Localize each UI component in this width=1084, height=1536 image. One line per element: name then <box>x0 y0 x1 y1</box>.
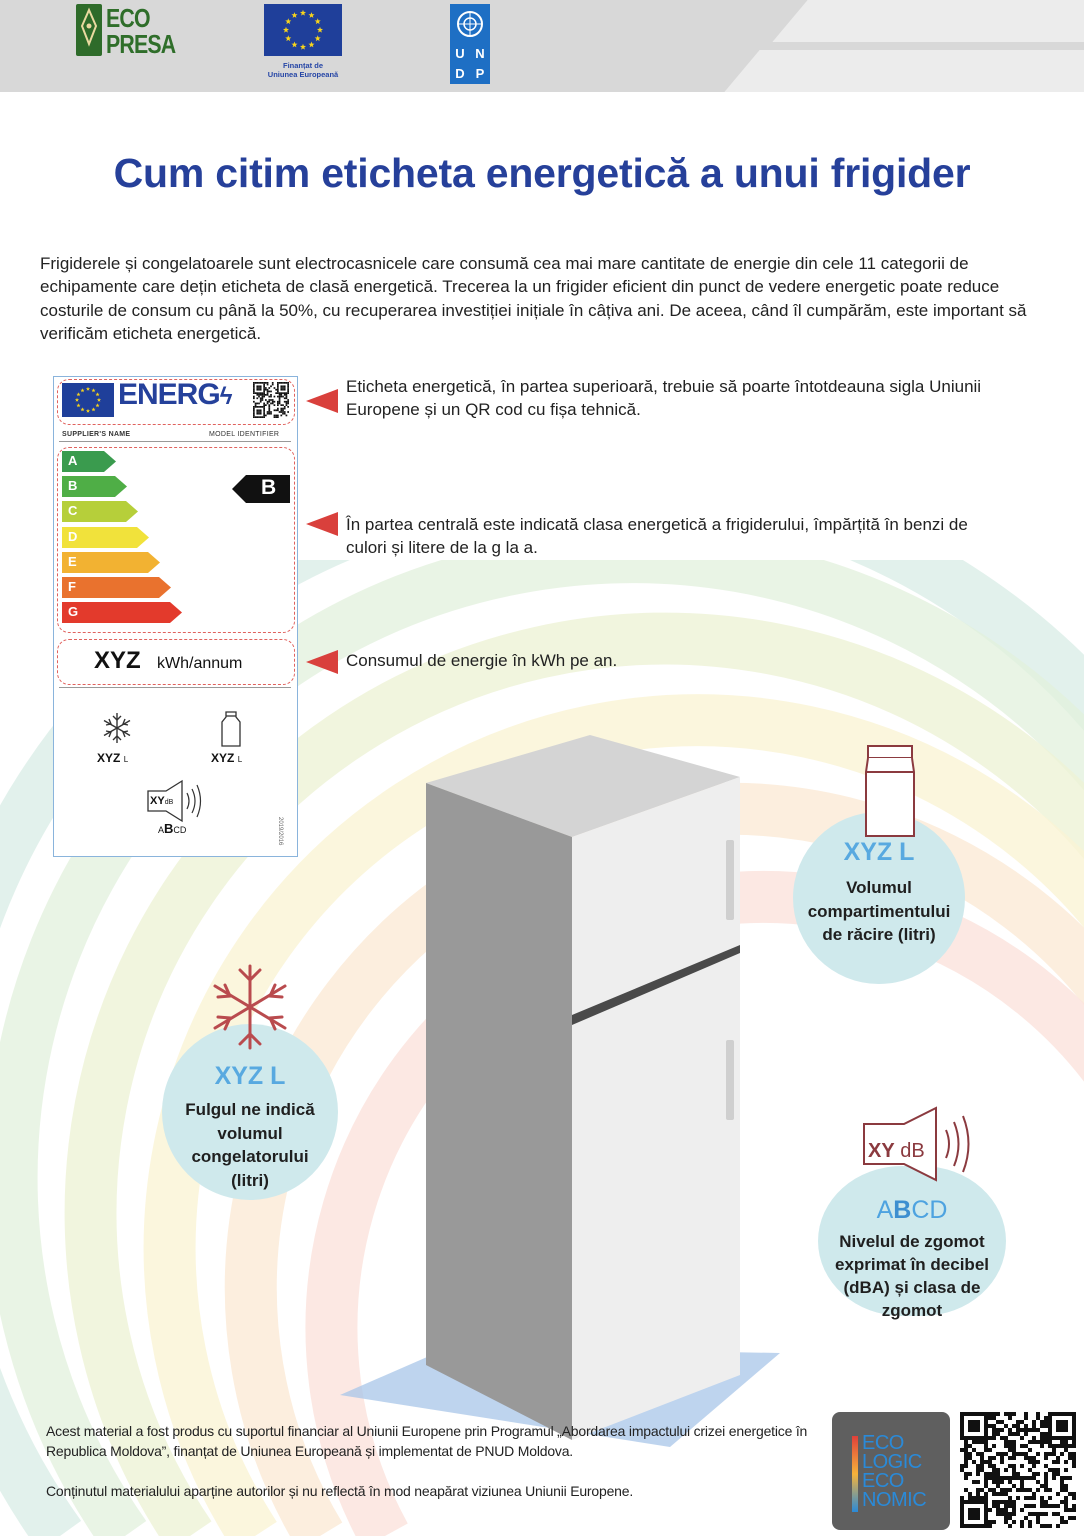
eu-star <box>86 387 90 391</box>
undp-letter: U <box>455 46 465 61</box>
noise-class-letter: A <box>158 825 165 835</box>
energy-band-letter: D <box>68 528 78 544</box>
energy-band-letter: B <box>68 478 78 494</box>
freezer-volume <box>97 751 128 765</box>
noise-class-letter: D <box>179 825 187 835</box>
supplier-name: SUPPLIER'S NAME <box>62 431 131 438</box>
ecologic-line: ECO <box>862 1432 904 1454</box>
model-identifier: MODEL IDENTIFIER <box>209 431 280 438</box>
eu-star <box>285 35 291 41</box>
eu-star <box>80 388 84 392</box>
energy-band-letter: F <box>68 579 76 594</box>
ecologic-line: LOGIC <box>862 1451 922 1473</box>
eu-star <box>300 44 306 50</box>
ecopresa-logo <box>76 4 176 58</box>
eu-flag-icon <box>62 383 114 417</box>
noise-class-letter: C <box>173 825 180 835</box>
ecologic-line: ECO <box>862 1470 904 1492</box>
disclaimer: Conținutul materialului aparține autorilor și nu reflectă în mod neapărat viziunea Uniunii Europene. <box>46 1483 634 1499</box>
ecopresa-line2: PRESA <box>106 29 176 59</box>
fridge-volume <box>211 751 242 765</box>
label-noise-value <box>150 795 173 807</box>
fridge-volume-unit: L <box>237 755 243 764</box>
undp-logo <box>450 4 490 84</box>
energy-band-letter: A <box>68 453 78 468</box>
eu-star <box>308 42 314 48</box>
eu-caption-line2: Uniunea Europeană <box>267 70 339 79</box>
eu-star <box>315 18 321 24</box>
funding-note: Acest material a fost produs cu suportul financiar al Uniunii Europene prin Programul „Abordarea impactului crizei energetice în Republica Moldova”, finanțat de Uniunea Europeană și implementat de PNUD Moldova. <box>46 1423 808 1459</box>
divider <box>59 441 291 442</box>
pointer-arrow <box>306 650 338 674</box>
freezer-volume-unit: L <box>123 755 129 764</box>
snowflake-icon <box>100 711 134 745</box>
eu-star <box>308 12 314 18</box>
undp-letter: N <box>475 46 485 61</box>
ecologic-text <box>862 1434 926 1510</box>
noise-value-number: XY <box>868 1140 895 1162</box>
eu-star <box>75 398 79 402</box>
noise-level-bubble <box>818 1166 1006 1320</box>
milk-bottle-icon <box>220 710 242 748</box>
eu-star <box>91 388 95 392</box>
header-stripe <box>724 50 1084 92</box>
eu-star <box>315 35 321 41</box>
eu-star <box>91 407 95 411</box>
page-title: Cum citim eticheta energetică a unui frigider <box>113 150 971 196</box>
eu-star <box>97 398 101 402</box>
milk-carton-icon <box>864 744 916 838</box>
energy-band-f <box>62 577 171 598</box>
snowflake-icon <box>210 962 290 1052</box>
energy-word-text: ENERG <box>118 378 220 411</box>
divider <box>59 687 291 688</box>
eu-star <box>317 27 323 33</box>
fridge-volume-description: Volumul compartimentului de răcire (litri) <box>807 878 951 944</box>
energy-band-letter: G <box>68 604 79 620</box>
label-noise-number: XY <box>150 795 165 807</box>
label-noise-unit: dB <box>164 799 174 806</box>
fridge-volume-value: XYZ <box>211 751 235 765</box>
eu-star <box>285 18 291 24</box>
energy-band-d <box>62 527 149 548</box>
eu-star <box>80 407 84 411</box>
energy-label <box>53 376 298 857</box>
noise-value <box>868 1140 925 1163</box>
undp-letter: D <box>455 66 465 81</box>
undp-letter: P <box>475 66 485 81</box>
callout-middle: În partea centrală este indicată clasa energetică a frigiderului, împărțită în benzi de culori și litere de la g la a. <box>346 515 968 557</box>
pointer-arrow <box>306 389 338 413</box>
energy-band-e <box>62 552 160 573</box>
ecologic-line: NOMIC <box>862 1489 927 1511</box>
header-stripe <box>772 0 1084 42</box>
noise-classes <box>818 1196 1006 1225</box>
eu-caption-line1: Finanțat de <box>282 61 323 70</box>
freezer-volume-value: XYZ L <box>214 1062 286 1090</box>
fridge-volume-value: XYZ L <box>843 838 915 866</box>
intro-paragraph: Frigiderele și congelatoarele sunt electrocasnicele care consumă cea mai mare cantitate de energie din cele 11 categorii de echipamente care dețin eticheta de clasă energetică. Trecerea la un frigider eficient din punct de vedere energetic poate reduce costurile de consum cu până la 50%, cu recuperarea investiției inițiale în câțiva ani. De aceea, când îl cumpărăm, este important să verificăm eticheta energetică. <box>40 254 1027 343</box>
pen-nib-icon <box>76 4 102 56</box>
eu-funding-caption <box>244 61 362 79</box>
eu-star <box>95 403 99 407</box>
noise-class-letter: A <box>876 1196 894 1224</box>
eu-star <box>291 42 297 48</box>
selected-class: B <box>261 476 277 499</box>
consumption-unit: kWh/annum <box>157 655 243 672</box>
qr-code-icon <box>960 1412 1076 1528</box>
energy-band-letter: C <box>68 503 78 519</box>
ecologic-economic-logo <box>832 1412 950 1530</box>
eu-star <box>283 27 289 33</box>
label-noise-classes <box>158 821 186 836</box>
eu-star <box>86 409 90 413</box>
energy-band-b <box>62 476 127 497</box>
lightning-icon: ϟ <box>219 383 232 410</box>
energy-band-letter: E <box>68 553 77 569</box>
noise-class-letter: C <box>911 1196 930 1224</box>
ecologic-bar <box>852 1436 858 1512</box>
eu-star <box>300 10 306 16</box>
callout-bottom: Consumul de energie în kWh pe an. <box>346 651 618 670</box>
freezer-volume-description: Fulgul ne indică volumul congelatorului (litri) <box>185 1100 315 1190</box>
noise-class-letter: B <box>893 1196 912 1224</box>
regulation-number: 2019/2016 <box>277 817 283 846</box>
noise-description: Nivelul de zgomot exprimat în decibel (dBA) și clasa de zgomot <box>835 1232 989 1320</box>
energy-band-g <box>62 602 182 623</box>
noise-value-unit: dB <box>900 1140 925 1162</box>
eu-star <box>95 392 99 396</box>
pointer-arrow <box>306 512 338 536</box>
energy-band-a <box>62 451 116 472</box>
eu-star <box>76 403 80 407</box>
qr-code-icon <box>253 382 289 418</box>
un-emblem-icon <box>450 4 490 44</box>
noise-class-letter: B <box>164 821 174 836</box>
ecopresa-line1: ECO <box>106 3 150 33</box>
eu-star <box>291 12 297 18</box>
consumption-value: XYZ <box>94 647 141 674</box>
noise-class-letter: D <box>929 1196 948 1224</box>
eu-star <box>76 392 80 396</box>
energy-band-c <box>62 501 138 522</box>
freezer-volume-value: XYZ <box>97 751 121 765</box>
callout-top: Eticheta energetică, în partea superioară, trebuie să poarte întotdeauna sigla Uniunii Europene și un QR cod cu fișa tehnică. <box>346 377 982 419</box>
fridge-illustration <box>340 735 780 1455</box>
eu-flag-logo <box>264 4 342 56</box>
energy-word <box>118 378 231 412</box>
